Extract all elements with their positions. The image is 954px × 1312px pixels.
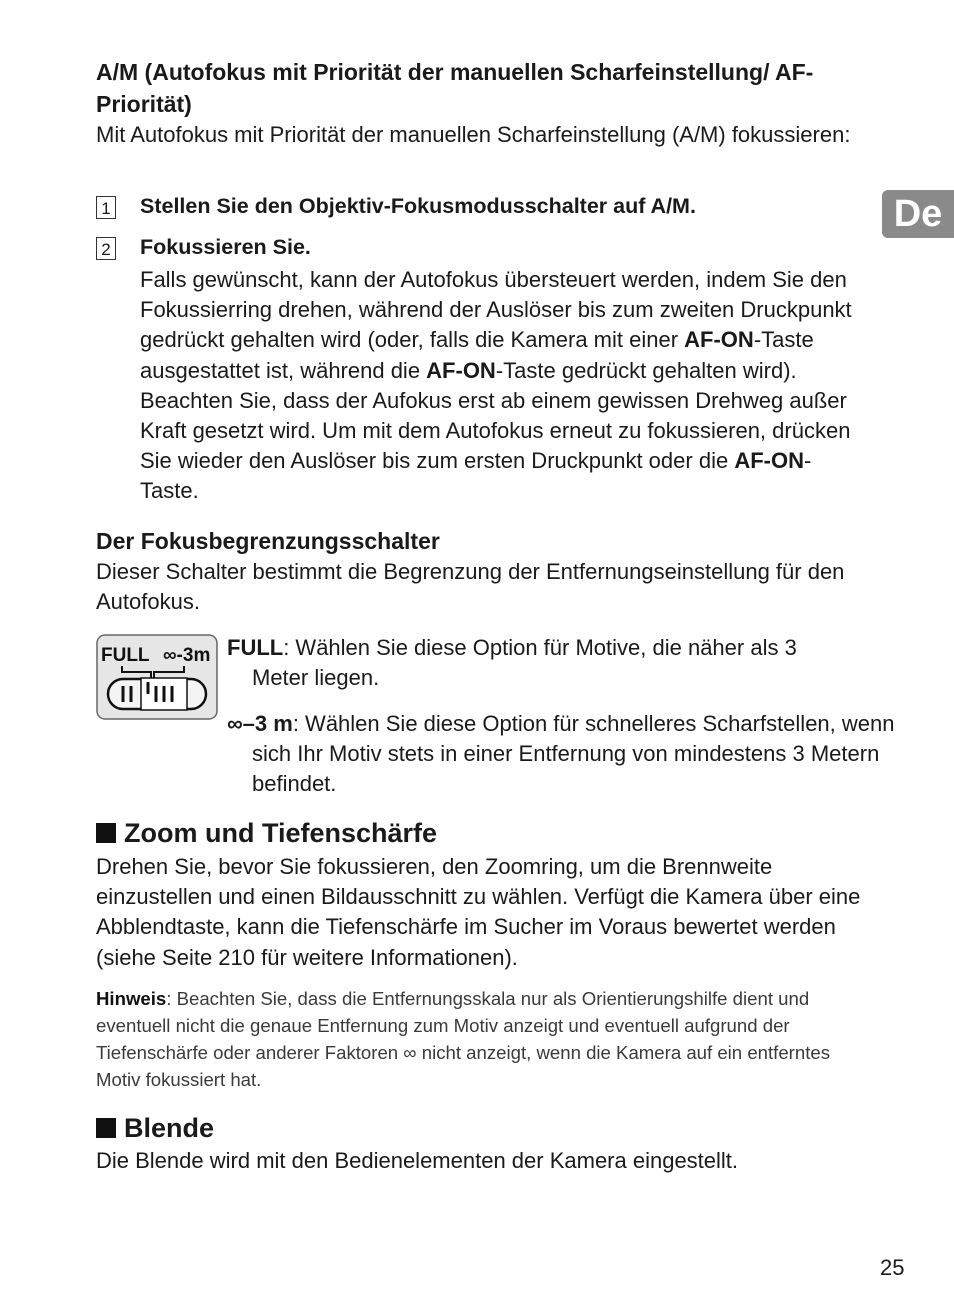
af-on-label: AF-ON — [734, 448, 804, 474]
step-number-1: 1 — [96, 196, 116, 219]
section-limit-title: Der Fokusbegrenzungsschalter — [96, 528, 440, 554]
language-tab: De — [882, 190, 954, 238]
af-on-label: AF-ON — [684, 327, 754, 353]
square-bullet-icon — [96, 823, 116, 843]
af-on-label: AF-ON — [426, 357, 496, 383]
switch-label-full: FULL — [101, 645, 150, 666]
step-number-2: 2 — [96, 237, 116, 260]
switch-label-limit: ∞-3m — [163, 645, 211, 666]
section-am-title: A/M (Autofokus mit Priorität der manuellen Scharfeinstellung/ AF-Priorität) — [96, 59, 814, 117]
focus-limit-switch-illustration — [96, 634, 218, 720]
note-label: Hinweis — [96, 988, 167, 1009]
option-limit: ∞–3 m: Wählen Sie diese Option für schnelleres Scharfstellen, wenn sich Ihr Motiv stets in einer Entfernung von mindestens 3 Metern befindet. — [227, 711, 895, 797]
focus-limit-switch-graphic — [96, 634, 218, 720]
option-limit-label: ∞–3 m — [227, 711, 293, 736]
section-zoom-body: Drehen Sie, bevor Sie fokussieren, den Zoomring, um die Brennweite einzustellen und einen Bildausschnitt zu wählen. Verfügt die Kamera über eine Abblendtaste, kann die Tiefenschärfe im Sucher im Voraus bewertet werden (siehe Seite 210 für weitere Informationen). — [96, 854, 861, 970]
section-blende-title: Blende — [96, 1111, 876, 1145]
section-limit-intro: Dieser Schalter bestimmt die Begrenzung der Entfernungseinstellung für den Autofokus. — [96, 559, 845, 615]
step-2-title: Fokussieren Sie. — [140, 235, 311, 259]
section-zoom-title: Zoom und Tiefenschärfe — [96, 816, 876, 850]
option-full-label: FULL — [227, 635, 284, 660]
option-full: FULL: Wählen Sie diese Option für Motive, die näher als 3 Meter liegen. — [227, 635, 797, 691]
square-bullet-icon — [96, 1118, 116, 1138]
step-2-body: Falls gewünscht, kann der Autofokus übersteuert werden, indem Sie den Fokussierring drehen, während der Auslöser bis zum zweiten Druckpunkt gedrückt gehalten wird (oder, falls die Kamera mit einer AF-ON-Taste ausgestattet ist, während die AF-ON-Taste gedrückt gehalten wird). Beachten Sie, dass der Aufokus erst ab einem gewissen Drehweg außer Kraft gesetzt wird. Um mit dem Autofokus erneut zu fokussieren, drücken Sie wieder den Auslöser bis zum ersten Druckpunkt oder die AF-ON-Taste. — [140, 267, 852, 504]
page-number: 25 — [880, 1255, 905, 1280]
section-am-intro: Mit Autofokus mit Priorität der manuellen Scharfeinstellung (A/M) fokussieren: — [96, 122, 851, 147]
step-1-title: Stellen Sie den Objektiv-Fokusmodusschalter auf A/M. — [140, 194, 696, 218]
note-paragraph: Hinweis: Beachten Sie, dass die Entfernungsskala nur als Orientierungshilfe dient und eventuell nicht die genaue Entfernung zum Motiv anzeigt und eventuell aufgrund der Tiefenschärfe oder anderer Faktoren ∞ nicht anzeigt, wenn die Kamera auf ein entferntes Motiv fokussiert hat. — [96, 988, 831, 1090]
section-blende-body: Die Blende wird mit den Bedienelementen der Kamera eingestellt. — [96, 1148, 739, 1173]
